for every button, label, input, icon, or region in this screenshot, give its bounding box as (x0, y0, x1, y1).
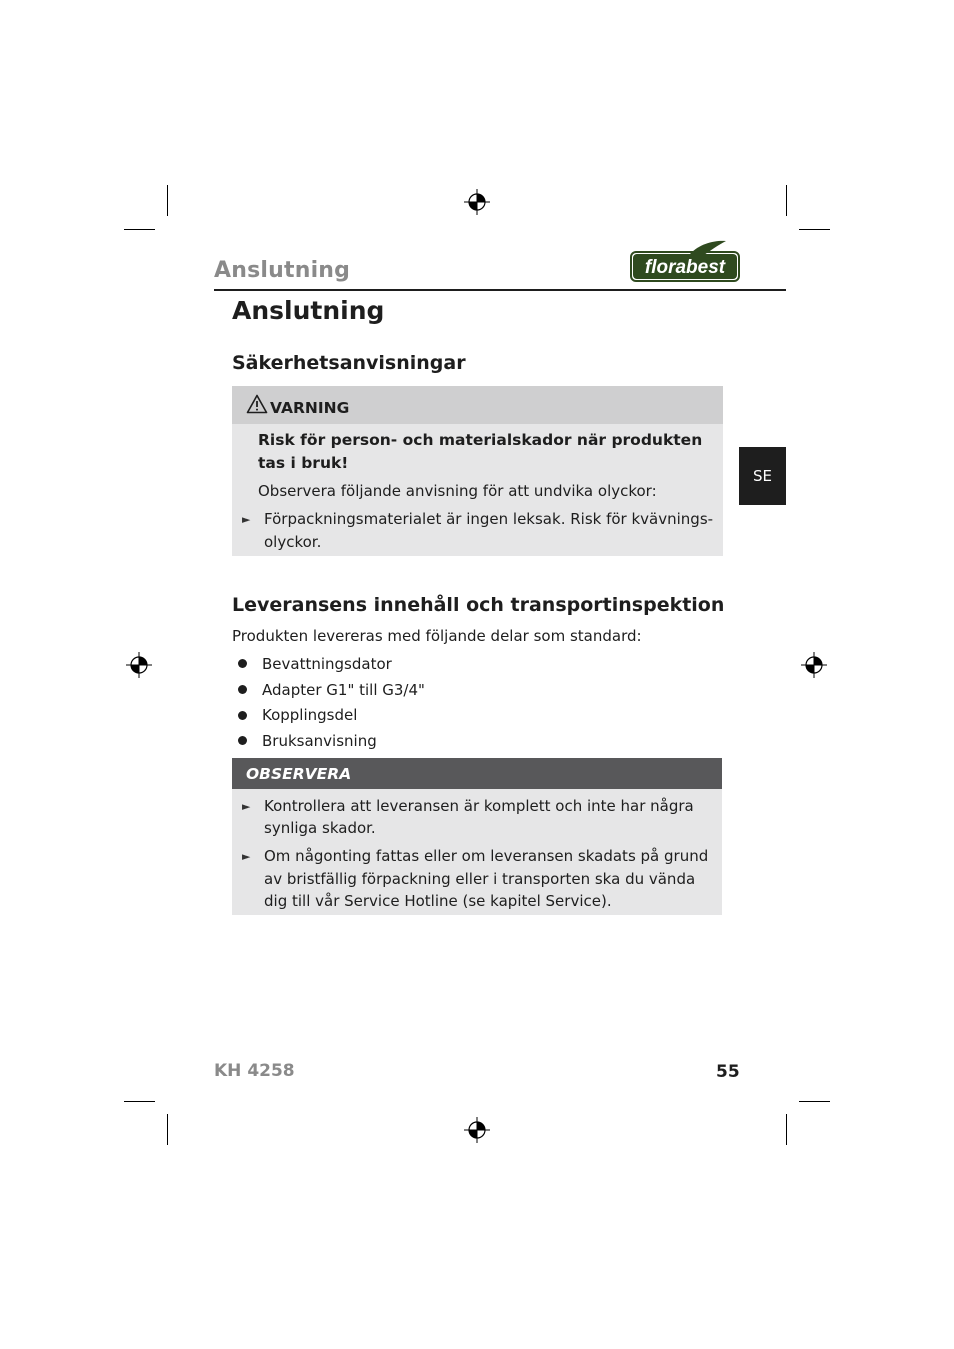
warning-triangle-icon (246, 394, 268, 414)
crop-mark (167, 1114, 168, 1145)
note-item-line: av bristfällig förpackning eller i transporten ska du vända (264, 870, 696, 888)
registration-mark-icon (464, 1117, 490, 1143)
note-item-line: synliga skador. (264, 819, 376, 837)
bullet-dot-icon (238, 711, 247, 720)
list-item: Bevattningsdator (262, 655, 392, 673)
arrow-bullet-icon: ► (242, 850, 251, 863)
page-title: Anslutning (232, 296, 385, 325)
warning-box (232, 386, 723, 556)
page-number: 55 (716, 1062, 740, 1082)
list-item: Bruksanvisning (262, 732, 377, 750)
warning-label: VARNING (270, 399, 350, 417)
language-tab: SE (739, 447, 786, 505)
crop-mark (786, 1114, 787, 1145)
header-rule (214, 289, 786, 291)
registration-mark-icon (126, 652, 152, 678)
warning-intro: Observera följande anvisning för att undvika olyckor: (258, 482, 657, 500)
note-item-line: Om någonting fattas eller om leveransen skadats på grund (264, 847, 709, 865)
arrow-bullet-icon: ► (242, 513, 251, 526)
note-label: OBSERVERA (246, 765, 352, 783)
note-item-line: dig till vår Service Hotline (se kapitel Service). (264, 892, 612, 910)
warning-bar (232, 386, 723, 424)
crop-mark (167, 185, 168, 216)
warning-title-line: tas i bruk! (258, 454, 349, 472)
registration-mark-icon (801, 652, 827, 678)
running-head: Anslutning (214, 258, 351, 283)
svg-text:florabest: florabest (644, 257, 726, 278)
safety-heading: Säkerhetsanvisningar (232, 352, 466, 374)
list-item: Adapter G1" till G3/4" (262, 681, 425, 699)
warning-item-line: olyckor. (264, 533, 322, 551)
crop-mark (124, 1101, 155, 1102)
crop-mark (799, 1101, 830, 1102)
delivery-intro: Produkten levereras med följande delar som standard: (232, 627, 642, 645)
crop-mark (786, 185, 787, 216)
warning-title-line: Risk för person- och materialskador när produkten (258, 431, 703, 449)
florabest-logo (630, 239, 740, 283)
footer-model: KH 4258 (214, 1061, 295, 1081)
registration-mark-icon (464, 189, 490, 215)
delivery-heading: Leveransens innehåll och transportinspektion (232, 594, 725, 616)
warning-item-line: Förpackningsmaterialet är ingen leksak. Risk för kvävnings- (264, 510, 714, 528)
note-box (232, 758, 722, 915)
crop-mark (799, 229, 830, 230)
bullet-dot-icon (238, 736, 247, 745)
note-item-line: Kontrollera att leveransen är komplett och inte har några (264, 797, 694, 815)
list-item: Kopplingsdel (262, 706, 358, 724)
arrow-bullet-icon: ► (242, 800, 251, 813)
crop-mark (124, 229, 155, 230)
bullet-dot-icon (238, 659, 247, 668)
bullet-dot-icon (238, 685, 247, 694)
note-bar (232, 758, 722, 789)
